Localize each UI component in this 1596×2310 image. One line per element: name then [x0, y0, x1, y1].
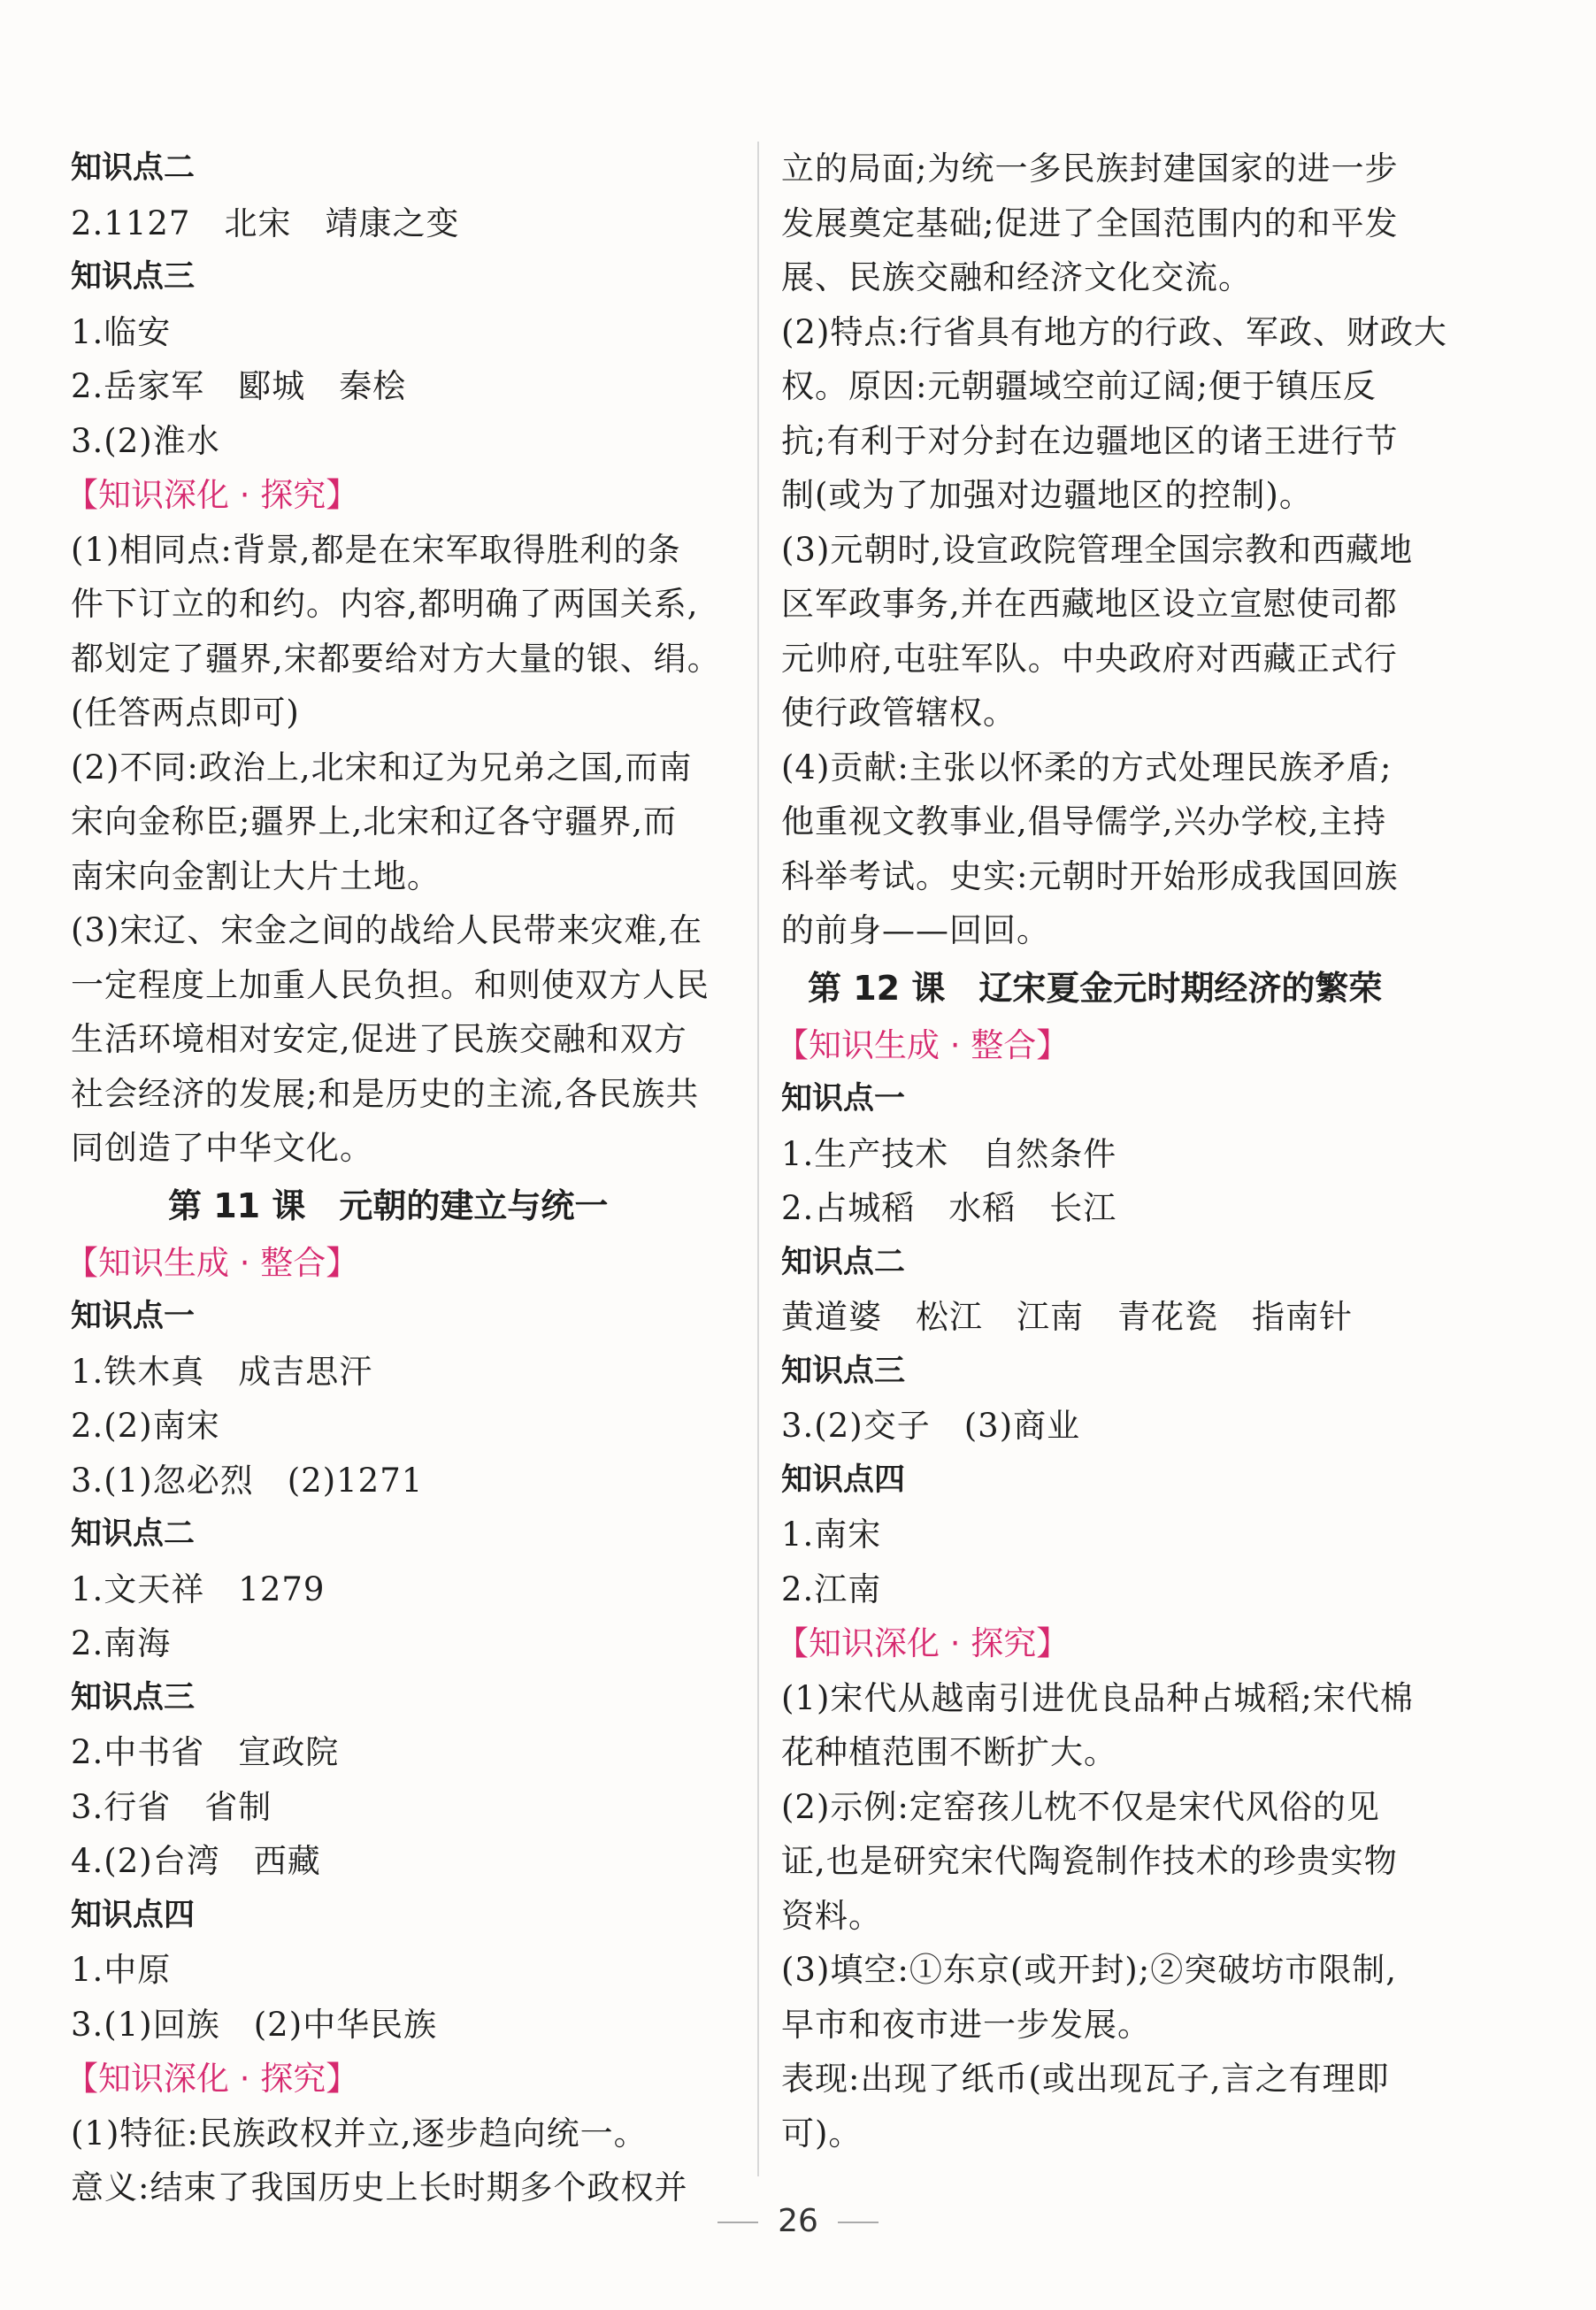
- text-line: 3.行省 省制: [71, 1787, 272, 1826]
- text-line: 发展奠定基础;促进了全国范围内的和平发: [781, 203, 1399, 242]
- text-line: 他重视文教事业,倡导儒学,兴办学校,主持: [781, 802, 1387, 840]
- text-line: (2)不同:政治上,北宋和辽为兄弟之国,而南: [71, 748, 693, 787]
- text-line: 3.(2)淮水: [71, 421, 220, 460]
- column-divider: [757, 142, 759, 2176]
- text-line: (3)宋辽、宋金之间的战给人民带来灾难,在: [71, 911, 703, 949]
- text-line: 科举考试。史实:元朝时开始形成我国回族: [781, 856, 1399, 895]
- text-line: 1.南宋: [781, 1516, 882, 1554]
- text-line: (4)贡献:主张以怀柔的方式处理民族矛盾;: [781, 748, 1393, 787]
- text-line: 一定程度上加重人民负担。和则使双方人民: [71, 965, 710, 1004]
- text-line: 制(或为了加强对边疆地区的控制)。: [781, 476, 1313, 514]
- text-line: 资料。: [781, 1896, 882, 1935]
- text-line: 生活环境相对安定,促进了民族交融和双方: [71, 1020, 687, 1058]
- text-line: 使行政管辖权。: [781, 694, 1017, 732]
- text-line: 1.铁木真 成吉思汗: [71, 1352, 373, 1391]
- knowledge-point-heading: 知识点三: [71, 259, 196, 295]
- knowledge-point-heading: 知识点二: [71, 150, 196, 186]
- text-line: 花种植范围不断扩大。: [781, 1733, 1117, 1771]
- text-line: (1)宋代从越南引进优良品种占城稻;宋代棉: [781, 1678, 1414, 1717]
- text-line: 2.南海: [71, 1624, 172, 1662]
- text-line: 区军政事务,并在西藏地区设立宣慰使司都: [781, 585, 1398, 623]
- section-heading: 【知识生成 · 整合】: [65, 1243, 359, 1282]
- text-line: (2)特点:行省具有地方的行政、军政、财政大: [781, 312, 1447, 351]
- text-line: 可)。: [781, 2114, 863, 2153]
- knowledge-point-heading: 知识点一: [781, 1081, 906, 1117]
- text-line: 早市和夜市进一步发展。: [781, 2005, 1151, 2044]
- text-line: 3.(2)交子 (3)商业: [781, 1407, 1081, 1445]
- text-line: 2.中书省 宣政院: [71, 1733, 340, 1771]
- text-line: (1)特征:民族政权并立,逐步趋向统一。: [71, 2114, 648, 2153]
- text-line: 抗;有利于对分封在边疆地区的诸王进行节: [781, 421, 1399, 460]
- footer-dash-right: [838, 2222, 879, 2223]
- text-line: 社会经济的发展;和是历史的主流,各民族共: [71, 1074, 700, 1113]
- text-line: 南宋向金割让大片土地。: [71, 856, 441, 895]
- text-line: 权。原因:元朝疆域空前辽阔;便于镇压反: [781, 367, 1377, 405]
- text-line: 4.(2)台湾 西藏: [71, 1842, 321, 1880]
- section-heading: 【知识生成 · 整合】: [776, 1025, 1070, 1064]
- section-heading: 【知识深化 · 探究】: [65, 476, 359, 514]
- text-line: 同创造了中华文化。: [71, 1129, 373, 1167]
- text-line: 2.江南: [781, 1569, 882, 1608]
- knowledge-point-heading: 知识点四: [781, 1462, 906, 1498]
- page-footer: [0, 2203, 1596, 2239]
- knowledge-point-heading: 知识点二: [781, 1244, 906, 1280]
- text-line: 立的局面;为统一多民族封建国家的进一步: [781, 150, 1399, 188]
- text-line: (3)填空:①东京(或开封);②突破坊市限制,: [781, 1951, 1397, 1989]
- text-line: 元帅府,屯驻军队。中央政府对西藏正式行: [781, 639, 1398, 678]
- text-line: 表现:出现了纸币(或出现瓦子,言之有理即: [781, 2060, 1390, 2098]
- page-number: 26: [778, 2203, 818, 2239]
- knowledge-point-heading: 知识点三: [71, 1679, 196, 1715]
- text-line: 意义:结束了我国历史上长时期多个政权并: [71, 2168, 688, 2206]
- text-line: 件下订立的和约。内容,都明确了两国关系,: [71, 585, 699, 623]
- knowledge-point-heading: 知识点三: [781, 1353, 906, 1389]
- lesson-title: 第 11 课 元朝的建立与统一: [168, 1186, 609, 1225]
- text-line: 1.临安: [71, 312, 172, 351]
- knowledge-point-heading: 知识点二: [71, 1516, 196, 1552]
- text-line: 1.生产技术 自然条件: [781, 1134, 1117, 1173]
- text-line: 宋向金称臣;疆界上,北宋和辽各守疆界,而: [71, 802, 677, 840]
- lesson-title: 第 12 课 辽宋夏金元时期经济的繁荣: [808, 968, 1383, 1008]
- text-line: 的前身——回回。: [781, 911, 1050, 949]
- knowledge-point-heading: 知识点四: [71, 1897, 196, 1933]
- knowledge-point-heading: 知识点一: [71, 1299, 196, 1334]
- text-line: 都划定了疆界,宋都要给对方大量的银、绢。: [71, 639, 721, 678]
- right-column: [776, 142, 1447, 2160]
- section-heading: 【知识深化 · 探究】: [65, 2060, 359, 2098]
- text-line: 2.岳家军 郾城 秦桧: [71, 367, 407, 405]
- footer-dash-left: [717, 2222, 758, 2223]
- text-line: 2.占城稻 水稻 长江: [781, 1189, 1117, 1227]
- text-line: 2.(2)南宋: [71, 1407, 220, 1445]
- section-heading: 【知识深化 · 探究】: [776, 1624, 1070, 1662]
- text-line: (任答两点即可): [71, 694, 300, 732]
- text-line: (1)相同点:背景,都是在宋军取得胜利的条: [71, 530, 681, 569]
- text-line: 展、民族交融和经济文化交流。: [781, 258, 1252, 296]
- text-line: 证,也是研究宋代陶瓷制作技术的珍贵实物: [781, 1842, 1398, 1880]
- text-line: 黄道婆 松江 江南 青花瓷 指南针: [781, 1298, 1353, 1336]
- left-column: [65, 142, 725, 2215]
- text-line: (3)元朝时,设宣政院管理全国宗教和西藏地: [781, 530, 1414, 569]
- text-line: 1.文天祥 1279: [71, 1569, 326, 1608]
- text-line: 3.(1)回族 (2)中华民族: [71, 2005, 438, 2044]
- text-line: (2)示例:定窑孩儿枕不仅是宋代风俗的见: [781, 1787, 1380, 1826]
- text-line: 3.(1)忽必烈 (2)1271: [71, 1461, 424, 1500]
- text-line: 2.1127 北宋 靖康之变: [71, 203, 460, 242]
- text-line: 1.中原: [71, 1951, 172, 1989]
